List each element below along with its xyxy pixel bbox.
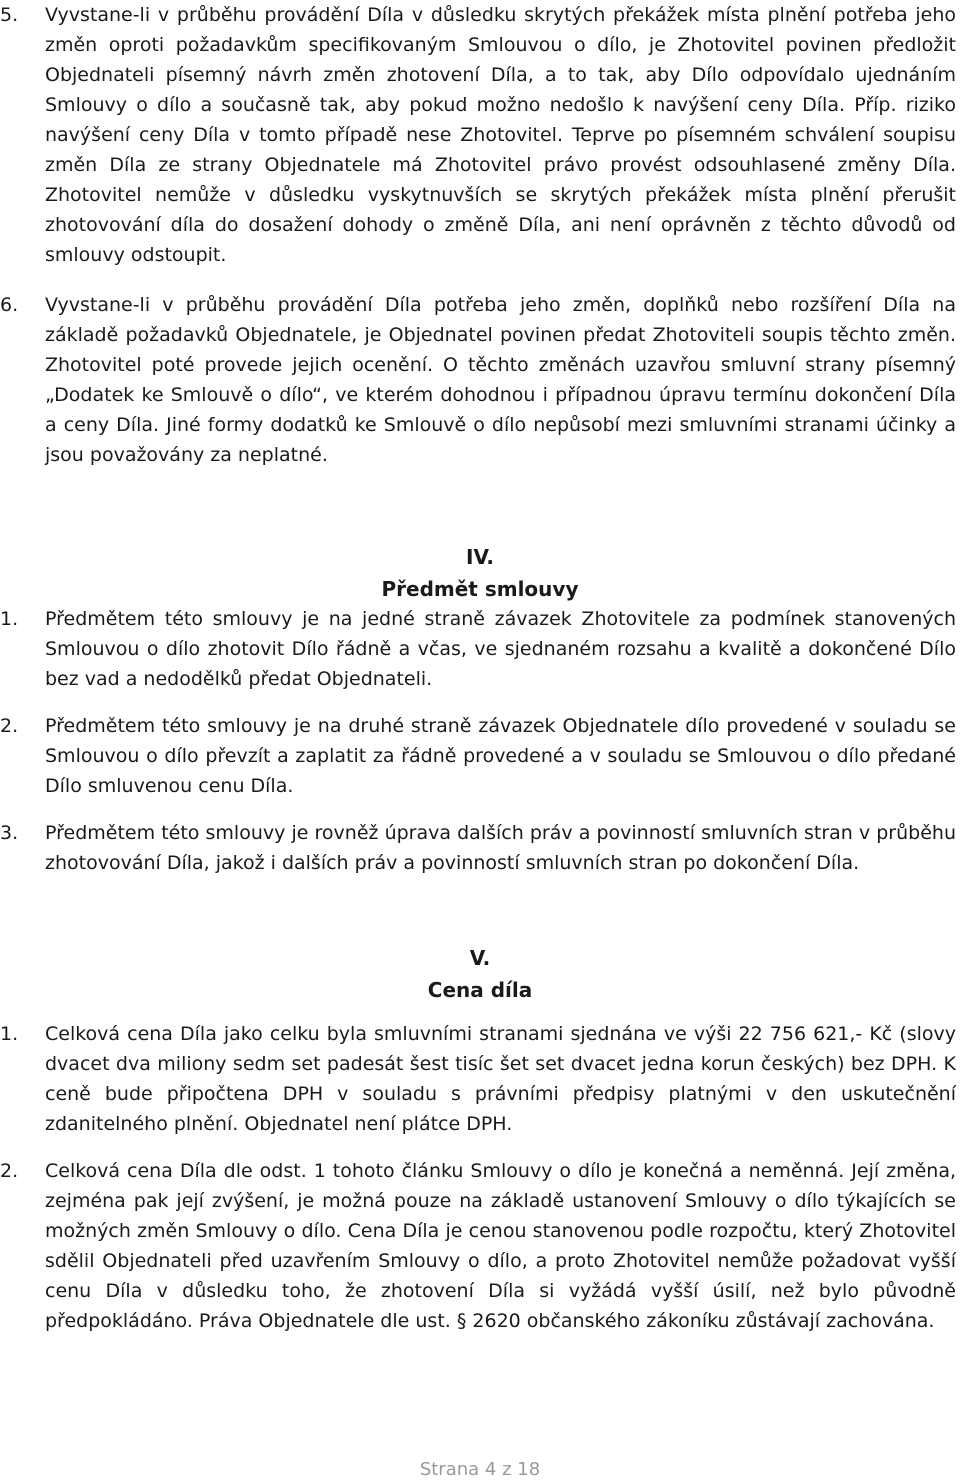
clause-number: 2. [0, 715, 19, 737]
clause-text: Předmětem této smlouvy je rovněž úprava dalších práv a povinností smluvních stran v průběhu zhotovování Díla, jakož i dalších práv a povinností smluvních stran po dokončení Díla. [45, 822, 956, 874]
clause-text: Vyvstane-li v průběhu provádění Díla v důsledku skrytých překážek místa plnění potřeba jeho změn oproti požadavkům specifikovaným Smlouvou o dílo, je Zhotovitel povinen předložit Objednateli písemný návrh změn zhotovení Díla, a to tak, aby Dílo odpovídalo ujednáním Smlouvy o dílo a současně tak, aby pokud možno nedošlo k navýšení ceny Díla. Příp. riziko navýšení ceny Díla v tomto případě nese Zhotovitel. Teprve po písemném schválení soupisu změn Díla ze strany Objednatele má Zhotovitel právo provést odsouhlasené změny Díla. Zhotovitel nemůže v důsledku vyskytnuvších se skrytých překážek místa plnění přerušit zhotovování díla do dosažení dohody o změně Díla, ani není oprávněn z těchto důvodů od smlouvy odstoupit. [45, 4, 956, 266]
section-v-clause-1 [0, 1019, 960, 1139]
section-numeral: IV. [466, 545, 494, 569]
section-title: Předmět smlouvy [381, 577, 579, 601]
clause-number: 1. [0, 1023, 19, 1045]
clause-5 [0, 0, 960, 270]
clause-number: 5. [0, 4, 19, 26]
section-v-clause-2 [0, 1156, 960, 1336]
clause-text: Předmětem této smlouvy je na jedné straně závazek Zhotovitele za podmínek stanovených Smlouvou o dílo zhotovit Dílo řádně a včas, ve sjednaném rozsahu a kvalitě a dokončené Dílo bez vad a nedodělků předat Objednateli. [45, 608, 956, 690]
clause-text: Předmětem této smlouvy je na druhé straně závazek Objednatele dílo provedené v souladu se Smlouvou o dílo převzít a zaplatit za řádně provedené a v souladu se Smlouvou o dílo předané Dílo smluvenou cenu Díla. [45, 715, 956, 797]
clause-text: Celková cena Díla jako celku byla smluvními stranami sjednána ve výši 22 756 621,- Kč (slovy dvacet dva miliony sedm set padesát šest tisíc šet set dvacet jedna korun českých) bez DPH. K ceně bude připočtena DPH v souladu s právními předpisy platnými v den uskutečnění zdanitelného plnění. Objednatel není plátce DPH. [45, 1023, 956, 1135]
section-title: Cena díla [427, 978, 533, 1002]
clause-number: 6. [0, 294, 19, 316]
section-numeral: V. [469, 946, 491, 970]
clause-number: 1. [0, 608, 19, 630]
section-iv-clause-3 [0, 818, 960, 878]
section-v-heading [0, 942, 960, 1006]
clause-text: Vyvstane-li v průběhu provádění Díla potřeba jeho změn, doplňků nebo rozšíření Díla na základě požadavků Objednatele, je Objednatel povinen předat Zhotoviteli soupis těchto změn. Zhotovitel poté provede jejich ocenění. O těchto změnách uzavřou smluvní strany písemný „Dodatek ke Smlouvě o dílo“, ve kterém dohodnou i případnou úpravu termínu dokončení Díla a ceny Díla. Jiné formy dodatků ke Smlouvě o dílo nepůsobí mezi smluvními stranami účinky a jsou považovány za neplatné. [45, 294, 956, 466]
page-number-label: Strana 4 z 18 [419, 1459, 541, 1480]
clause-6 [0, 290, 960, 470]
clause-number: 2. [0, 1160, 19, 1182]
section-iv-heading [0, 541, 960, 605]
section-iv-clause-2 [0, 711, 960, 801]
clause-text: Celková cena Díla dle odst. 1 tohoto článku Smlouvy o dílo je konečná a neměnná. Její změna, zejména pak její zvýšení, je možná pouze na základě ustanovení Smlouvy o dílo týkajících se možných změn Smlouvy o dílo. Cena Díla je cenou stanovenou podle rozpočtu, který Zhotovitel sdělil Objednateli před uzavřením Smlouvy o dílo, a proto Zhotovitel nemůže požadovat vyšší cenu Díla v důsledku toho, že zhotovení Díla si vyžádá vyšší úsilí, než bylo původně předpokládáno. Práva Objednatele dle ust. § 2620 občanského zákoníku zůstávají zachována. [45, 1160, 956, 1332]
clause-number: 3. [0, 822, 19, 844]
page-footer [0, 1459, 960, 1480]
section-iv-clause-1 [0, 604, 960, 694]
